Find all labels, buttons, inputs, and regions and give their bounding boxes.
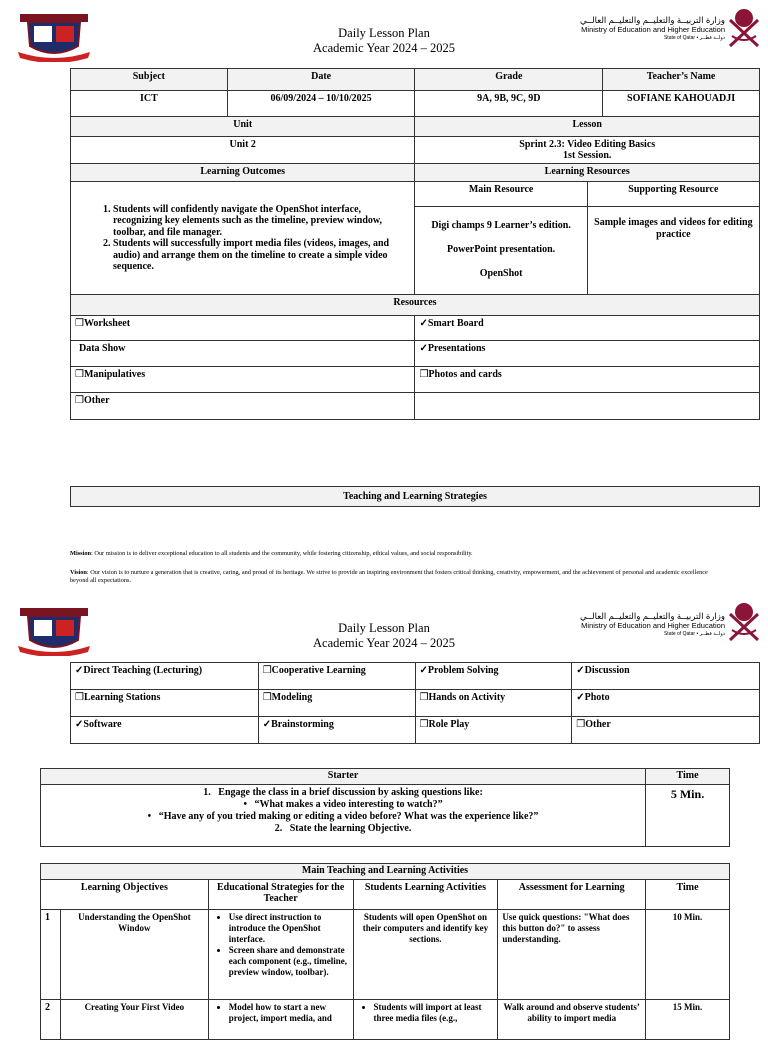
resources-subtable: [415, 182, 759, 294]
assessment-header: Assessment for Learning: [498, 880, 646, 910]
lesson-info-table: [70, 68, 760, 420]
starter-content: [41, 785, 646, 847]
title-line-2: Academic Year 2024 – 2025: [313, 41, 455, 55]
mission-label: Mission: [70, 550, 91, 557]
ministry-english: Ministry of Education and Higher Education: [581, 621, 725, 630]
starter-question-1: • “What makes a video interesting to watch?”: [243, 799, 443, 810]
row-number: 2: [41, 1000, 61, 1040]
mission-text: [70, 550, 710, 558]
row-time: 10 Min.: [646, 910, 730, 1000]
starter-item-1-text: Engage the class in a brief discussion by asking questions like:: [218, 787, 483, 798]
ministry-english: Ministry of Education and Higher Education: [581, 25, 725, 34]
outcomes-cell: [71, 182, 415, 295]
strategy-cell: [572, 663, 760, 690]
presentations-check: ✓ Presentations: [419, 343, 485, 354]
title-line-2: Academic Year 2024 – 2025: [313, 636, 455, 650]
vision-text: [70, 569, 710, 585]
table-row: [41, 910, 730, 1000]
starter-item-1: 1. Engage the class in a brief discussion by asking questions like:: [203, 787, 483, 798]
grade-value: 9A, 9B, 9C, 9D: [415, 91, 603, 117]
strategy-role-play: ❒ Role Play: [420, 719, 470, 730]
resource-presentations: [415, 341, 760, 367]
starter-item-2: 2. State the learning Objective.: [274, 823, 412, 834]
strategy-cell: [572, 717, 760, 744]
starter-question-2: • “Have any of you tried making or editing a video before? What was the experience like?”: [147, 811, 539, 822]
main-resource-item: Digi champs 9 Learner’s edition.: [431, 220, 571, 232]
starter-time-header: Time: [646, 769, 730, 785]
edu-strategy-list: [213, 912, 349, 978]
row-student-activity: [353, 1000, 498, 1040]
edu-strategy-item: • Model how to start a new project, import media, and: [229, 1002, 349, 1024]
objectives-header: Learning Objectives: [41, 880, 209, 910]
other-checkbox: ❒ Other: [75, 395, 110, 406]
strategy-cell: [415, 663, 572, 690]
resource-worksheet: [71, 316, 415, 341]
smart-board-check: ✓ Smart Board: [419, 318, 483, 329]
outcomes-list: [75, 204, 410, 273]
outcome-item: 2. Students will successfully import media files (videos, images, and audio) and arrange them on the timeline to create a simple video sequence.: [113, 238, 410, 273]
row-edu-strategy: [208, 1000, 353, 1040]
lesson-session: 1st Session.: [563, 150, 612, 161]
main-resource-value: [415, 206, 587, 294]
title-line-1: Daily Lesson Plan: [338, 26, 430, 40]
strategy-cell: [71, 690, 259, 717]
ministry-emblem: [724, 6, 764, 50]
row-number: 1: [41, 910, 61, 1000]
subject-value: ICT: [71, 91, 228, 117]
row-objective: Understanding the OpenShot Window: [60, 910, 208, 1000]
row-objective: Creating Your First Video: [60, 1000, 208, 1040]
resources-cell: [415, 182, 760, 295]
main-title: Main Teaching and Learning Activities: [41, 864, 730, 880]
teacher-header: Teacher’s Name: [603, 69, 760, 91]
ministry-arabic: وزارة التربيــة والتعليــم والتعليــم العالــي: [579, 15, 725, 25]
strategy-cell: [415, 717, 572, 744]
date-header: Date: [227, 69, 415, 91]
main-resource-item: PowerPoint presentation.: [447, 244, 556, 256]
strategy-photo: ✓ Photo: [576, 692, 609, 703]
supporting-resource-value: Sample images and videos for editing practice: [587, 206, 759, 294]
table-row: [41, 1000, 730, 1040]
strategies-title: Teaching and Learning Strategies: [71, 487, 760, 507]
outcomes-header: Learning Outcomes: [71, 164, 415, 182]
main-resource-header: Main Resource: [415, 182, 587, 206]
edu-strategy-item: • Use direct instruction to introduce the OpenShot interface.: [229, 912, 349, 945]
row-student-activity: Students will open OpenShot on their computers and identify key sections.: [353, 910, 498, 1000]
student-activities-header: Students Learning Activities: [353, 880, 498, 910]
starter-time: 5 Min.: [646, 785, 730, 847]
strategies-title-table: [70, 486, 760, 507]
resource-smart-board: [415, 316, 760, 341]
strategy-direct-teaching: ✓ Direct Teaching (Lecturing): [75, 665, 202, 676]
resource-data-show: [71, 341, 415, 367]
ministry-state: State of Qatar • دولــة قطــر: [663, 631, 725, 637]
main-resource-item: OpenShot: [479, 268, 523, 280]
row-assessment: Walk around and observe students’ ability to import media: [498, 1000, 646, 1040]
student-activity-item: • Students will import at least three media files (e.g.,: [374, 1002, 494, 1024]
row-assessment: Use quick questions: "What does this button do?" to assess understanding.: [498, 910, 646, 1000]
supporting-resource-header: Supporting Resource: [587, 182, 759, 206]
starter-table: [40, 768, 730, 847]
learning-resources-header: Learning Resources: [415, 164, 760, 182]
lesson-title: Sprint 2.3: Video Editing Basics: [519, 139, 656, 150]
data-show-label: Data Show: [79, 343, 126, 354]
vision-body: : Our vision is to nurture a generation that is creative, caring, and proud of its heritage. We strive to provide an inspiring environment that fosters critical thinking, creativity, empowerment, and the achievement of personal and academic excellence beyond all expectations.: [70, 569, 708, 584]
edu-strategy-list: [213, 1002, 349, 1024]
strategy-cell: [258, 690, 415, 717]
strategy-problem-solving: ✓ Problem Solving: [420, 665, 499, 676]
strategy-cell: [71, 717, 259, 744]
strategy-software: ✓ Software: [75, 719, 122, 730]
starter-question-1-text: “What makes a video interesting to watch?”: [254, 799, 443, 810]
strategy-brainstorming: ✓ Brainstorming: [263, 719, 334, 730]
edu-strategies-header: Educational Strategies for the Teacher: [208, 880, 353, 910]
vision-label: Vision: [70, 569, 87, 576]
ministry-emblem: [724, 600, 764, 644]
worksheet-checkbox: ❒ Worksheet: [75, 318, 130, 329]
row-edu-strategy: [208, 910, 353, 1000]
unit-value: Unit 2: [71, 137, 415, 164]
starter-title: Starter: [41, 769, 646, 785]
mission-body: : Our mission is to deliver exceptional education to all students and the community, while fostering citizenship, ethical values, and social responsibility.: [91, 550, 473, 557]
resource-manipulatives: [71, 367, 415, 393]
resources-title: Resources: [71, 295, 760, 316]
ministry-block: [560, 16, 725, 43]
ministry-block: [560, 612, 725, 639]
ministry-state: State of Qatar • دولــة قطــر: [663, 35, 725, 41]
resource-photos: [415, 367, 760, 393]
strategy-learning-stations: ❒ Learning Stations: [75, 692, 160, 703]
subject-header: Subject: [71, 69, 228, 91]
starter-question-2-text: “Have any of you tried making or editing a video before? What was the experience like?”: [158, 811, 539, 822]
unit-header: Unit: [71, 117, 415, 137]
strategy-other: ❒ Other: [576, 719, 611, 730]
teacher-value: SOFIANE KAHOUADJI: [603, 91, 760, 117]
row-time: 15 Min.: [646, 1000, 730, 1040]
strategy-cell: [258, 663, 415, 690]
strategy-cell: [258, 717, 415, 744]
main-activities-table: [40, 863, 730, 1040]
student-activity-list: [358, 1002, 494, 1024]
strategy-cooperative: ❒ Cooperative Learning: [263, 665, 366, 676]
title-line-1: Daily Lesson Plan: [338, 621, 430, 635]
resource-empty: [415, 393, 760, 420]
manipulatives-checkbox: ❒ Manipulatives: [75, 369, 145, 380]
strategy-modeling: ❒ Modeling: [263, 692, 313, 703]
grade-header: Grade: [415, 69, 603, 91]
edu-strategy-item: • Screen share and demonstrate each component (e.g., timeline, preview window, toolbar).: [229, 945, 349, 978]
lesson-header: Lesson: [415, 117, 760, 137]
strategy-discussion: ✓ Discussion: [576, 665, 629, 676]
resource-other: [71, 393, 415, 420]
strategy-cell: [572, 690, 760, 717]
date-value: 06/09/2024 – 10/10/2025: [227, 91, 415, 117]
lesson-value: [415, 137, 760, 164]
strategies-table: [70, 662, 760, 744]
time-header: Time: [646, 880, 730, 910]
outcome-item: 1. Students will confidently navigate the OpenShot interface, recognizing key elements such as the timeline, preview window, toolbar, and file manager.: [113, 204, 410, 239]
ministry-arabic: وزارة التربيــة والتعليــم والتعليــم العالــي: [579, 611, 725, 621]
strategy-cell: [71, 663, 259, 690]
strategy-hands-on: ❒ Hands on Activity: [420, 692, 506, 703]
starter-item-2-text: State the learning Objective.: [289, 823, 412, 834]
photos-checkbox: ❒ Photos and cards: [419, 369, 501, 380]
strategy-cell: [415, 690, 572, 717]
